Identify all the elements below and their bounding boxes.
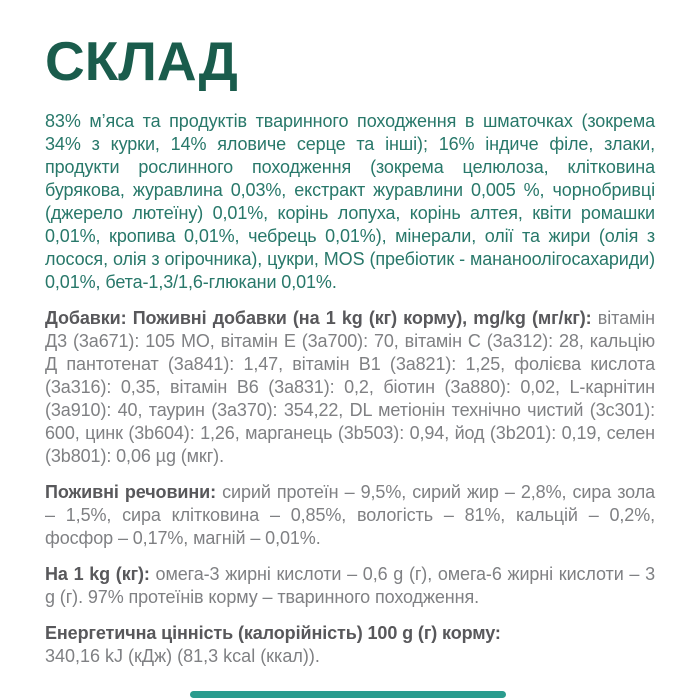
energy-value: 340,16 kJ (кДж) (81,3 kcal (ккал)). bbox=[45, 646, 320, 666]
energy-label: Енергетична цінність (калорійність) 100 g (г) корму: bbox=[45, 623, 501, 643]
per-kg-text: омега-3 жирні кислоти – 0,6 g (г), омега-6 жирні кислоти – 3 g (г). 97% протеїнів корму – тваринного походження. bbox=[45, 564, 655, 607]
additives-text: вітамін Д3 (3a671): 105 МО, вітамін Е (3a700): 70, вітамін С (3a312): 28, кальцію Д пантотенат (3a841): 1,47, вітамін В1 (3a821): 1,25, фолієва кислота (3a316): 0,35, вітамін В6 (3a831): 0,2, біотин (3a880): 0,02, L-карнітин (3a910): 40, таурин (3a370): 354,22, DL метіонін технічно чистий (3c301): 600, цинк (3b604): 1,26, марганець (3b503): 0,94, йод (3b201): 0,19, селен (3b801): 0,06 µg (мкг). bbox=[45, 308, 655, 466]
nutrients-label: Поживні речовини: bbox=[45, 482, 217, 502]
nutrients-paragraph bbox=[45, 481, 655, 550]
additives-label: Добавки: Поживні добавки (на 1 kg (кг) корму), mg/kg (мг/кг): bbox=[45, 308, 592, 328]
nutrients-text: сирий протеїн – 9,5%, сирий жир – 2,8%, сира зола – 1,5%, сира клітковина – 0,85%, вологість – 81%, кальцій – 0,2%, фосфор – 0,17%, магній – 0,01%. bbox=[45, 482, 656, 548]
ingredients-paragraph bbox=[45, 110, 655, 294]
per-kg-paragraph bbox=[45, 563, 655, 609]
per-kg-label: На 1 kg (кг): bbox=[45, 564, 150, 584]
ingredients-text: 83% м’яса та продуктів тваринного походження в шматочках (зокрема 34% з курки, 14% яловиче серце та інші); 16% індиче філе, злаки, продукти рослинного походження (зокрема целюлоза, клітковина бурякова, журавлина 0,03%, екстракт журавлини 0,005 %, чорнобривці (джерело лютеїну) 0,01%, корінь лопуха, корінь алтея, квіти ромашки 0,01%, кропива 0,01%, чебрець 0,01%), мінерали, олії та жири (олія з лосося, олія з огірочника), цукри, MOS (пребіотик - мананоолігосахариди) 0,01%, бета-1,3/1,6-глюкани 0,01%. bbox=[45, 111, 655, 292]
carousel-progress-bar bbox=[190, 691, 506, 698]
energy-heading bbox=[45, 622, 655, 645]
page-title: СКЛАД bbox=[45, 30, 238, 92]
additives-paragraph bbox=[45, 307, 655, 468]
